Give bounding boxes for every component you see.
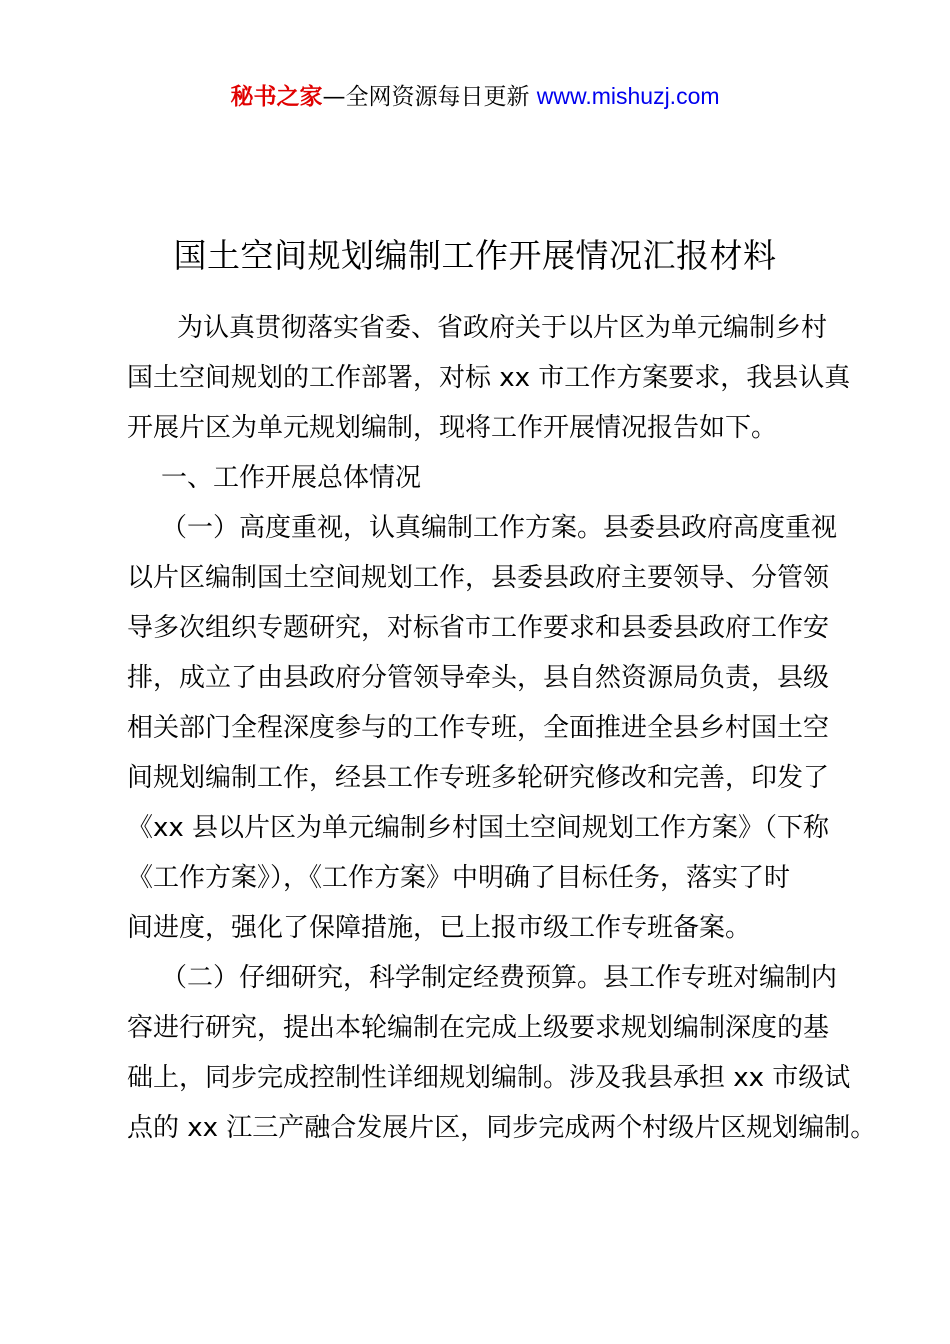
paragraph-line: 间规划编制工作，经县工作专班多轮研究修改和完善，印发了 xyxy=(127,763,830,793)
document-body xyxy=(127,303,877,1153)
section-heading: 一、工作开展总体情况 xyxy=(161,463,422,493)
site-tagline: —全网资源每日更新 xyxy=(322,84,537,110)
site-brand: 秘书之家 xyxy=(230,84,323,110)
paragraph-line: 《工作方案》），《工作方案》中明确了目标任务，落实了时 xyxy=(127,863,791,893)
paragraph-line: 为认真贯彻落实省委、省政府关于以片区为单元编制乡村 xyxy=(177,313,828,343)
paragraph-line: 相关部门全程深度参与的工作专班，全面推进全县乡村国土空 xyxy=(127,713,830,743)
paragraph-line: 点的 xx 江三产融合发展片区，同步完成两个村级片区规划编制。 xyxy=(127,1113,877,1143)
paragraph-line: 导多次组织专题研究，对标省市工作要求和县委县政府工作安 xyxy=(127,613,830,643)
paragraph-line: （二）仔细研究，科学制定经费预算。县工作专班对编制内 xyxy=(161,963,838,993)
paragraph-line: 开展片区为单元规划编制，现将工作开展情况报告如下。 xyxy=(127,413,778,443)
paragraph-line: 排，成立了由县政府分管领导牵头，县自然资源局负责，县级 xyxy=(127,663,830,693)
document-title: 国土空间规划编制工作开展情况汇报材料 xyxy=(173,236,777,275)
paragraph-line: 《xx 县以片区为单元编制乡村国土空间规划工作方案》（下称 xyxy=(127,813,830,843)
paragraph-line: 容进行研究，提出本轮编制在完成上级要求规划编制深度的基 xyxy=(127,1013,830,1043)
paragraph-line: 础上，同步完成控制性详细规划编制。涉及我县承担 xx 市级试 xyxy=(127,1063,851,1093)
site-header xyxy=(0,80,950,113)
paragraph-line: 以片区编制国土空间规划工作，县委县政府主要领导、分管领 xyxy=(127,563,830,593)
paragraph-line: 间进度，强化了保障措施，已上报市级工作专班备案。 xyxy=(127,913,752,943)
paragraph-line: （一）高度重视，认真编制工作方案。县委县政府高度重视 xyxy=(161,513,838,543)
paragraph-line: 国土空间规划的工作部署，对标 xx 市工作方案要求，我县认真 xyxy=(127,363,851,393)
site-url-link[interactable]: www.mishuzj.com xyxy=(536,83,720,109)
